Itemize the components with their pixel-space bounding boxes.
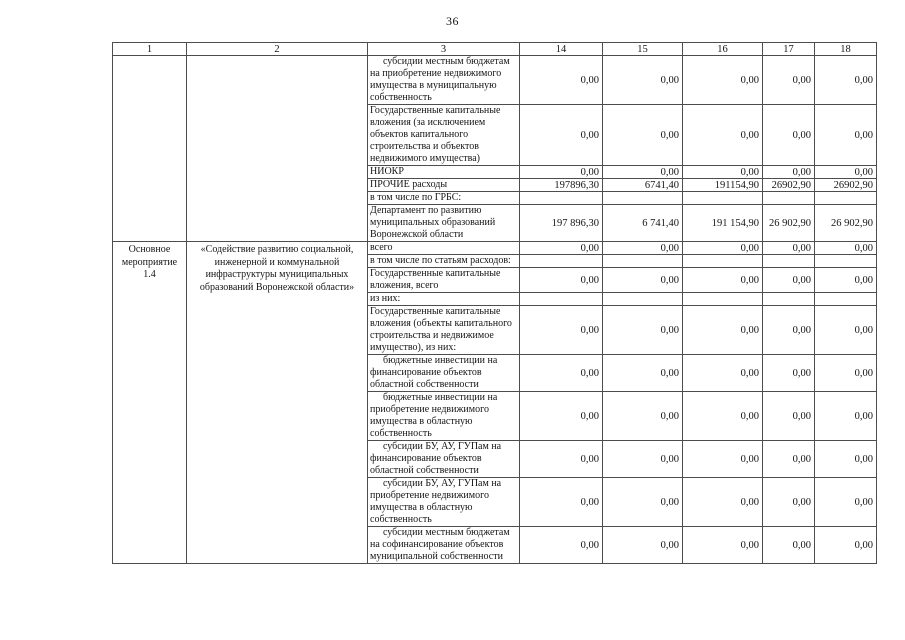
value-cell: 0,00 [815,355,877,392]
value-cell: 0,00 [683,166,763,179]
value-cell [603,255,683,268]
page-number: 36 [446,14,459,28]
expense-item-cell: Государственные капитальные вложения (за исключением объектов капитального строительства и объектов недвижимого имущества) [368,105,520,166]
expense-item-cell: Департамент по развитию муниципальных образований Воронежской области [368,205,520,242]
value-cell: 0,00 [603,105,683,166]
value-cell: 0,00 [815,478,877,527]
value-cell [683,293,763,306]
value-cell: 0,00 [763,105,815,166]
value-cell: 0,00 [815,105,877,166]
value-cell: 0,00 [603,441,683,478]
measure-number-cell: Основное мероприятие 1.4 [113,242,187,564]
column-header: 15 [603,43,683,56]
value-cell: 0,00 [683,268,763,293]
expense-item-cell: в том числе по ГРБС: [368,192,520,205]
value-cell: 0,00 [763,355,815,392]
value-cell: 0,00 [815,166,877,179]
value-cell: 0,00 [683,355,763,392]
expense-item-cell: бюджетные инвестиции на финансирование объектов областной собственности [368,355,520,392]
value-cell [520,255,603,268]
value-cell: 0,00 [683,392,763,441]
expense-item-cell: субсидии местным бюджетам на софинансирование объектов муниципальной собственности [368,527,520,564]
value-cell: 0,00 [683,478,763,527]
expense-item-cell: Государственные капитальные вложения (объекты капитального строительства и недвижимое имущество), из них: [368,306,520,355]
value-cell: 0,00 [603,268,683,293]
value-cell: 191 154,90 [683,205,763,242]
budget-table [112,42,877,564]
value-cell: 0,00 [520,306,603,355]
value-cell [520,293,603,306]
header-row [113,43,877,56]
value-cell: 0,00 [815,56,877,105]
measure-name-cell [187,56,368,242]
value-cell: 26 902,90 [763,205,815,242]
value-cell: 0,00 [683,56,763,105]
value-cell: 0,00 [520,242,603,255]
measure-number-cell [113,56,187,242]
column-header: 18 [815,43,877,56]
value-cell [763,255,815,268]
column-header: 1 [113,43,187,56]
value-cell: 0,00 [763,306,815,355]
value-cell: 197896,30 [520,179,603,192]
value-cell: 0,00 [520,355,603,392]
value-cell [603,293,683,306]
value-cell: 0,00 [763,478,815,527]
expense-item-cell: субсидии местным бюджетам на приобретение недвижимого имущества в муниципальную собственность [368,56,520,105]
expense-item-cell: из них: [368,293,520,306]
value-cell: 0,00 [815,392,877,441]
expense-item-cell: субсидии БУ, АУ, ГУПам на приобретение недвижимого имущества в областную собственность [368,478,520,527]
value-cell: 0,00 [683,527,763,564]
value-cell: 0,00 [603,166,683,179]
value-cell: 0,00 [763,441,815,478]
value-cell [815,255,877,268]
column-header: 16 [683,43,763,56]
expense-item-cell: ПРОЧИЕ расходы [368,179,520,192]
value-cell: 0,00 [763,56,815,105]
value-cell: 0,00 [603,527,683,564]
value-cell [763,192,815,205]
value-cell [603,192,683,205]
value-cell [520,192,603,205]
value-cell: 0,00 [815,268,877,293]
expense-item-cell: субсидии БУ, АУ, ГУПам на финансирование объектов областной собственности [368,441,520,478]
value-cell: 0,00 [603,478,683,527]
value-cell: 0,00 [683,306,763,355]
value-cell: 0,00 [683,441,763,478]
column-header: 2 [187,43,368,56]
value-cell: 0,00 [815,306,877,355]
value-cell: 26 902,90 [815,205,877,242]
column-header: 14 [520,43,603,56]
value-cell [683,192,763,205]
value-cell: 26902,90 [815,179,877,192]
value-cell: 0,00 [603,306,683,355]
value-cell: 0,00 [763,392,815,441]
table-body [113,56,877,564]
value-cell: 0,00 [603,242,683,255]
value-cell: 0,00 [683,242,763,255]
value-cell: 26902,90 [763,179,815,192]
value-cell: 0,00 [603,392,683,441]
value-cell: 0,00 [520,392,603,441]
expense-item-cell: НИОКР [368,166,520,179]
value-cell [815,192,877,205]
expense-item-cell: в том числе по статьям расходов: [368,255,520,268]
value-cell: 6741,40 [603,179,683,192]
value-cell: 0,00 [520,268,603,293]
column-header: 17 [763,43,815,56]
value-cell: 0,00 [815,242,877,255]
value-cell: 0,00 [520,56,603,105]
value-cell: 0,00 [683,105,763,166]
value-cell: 0,00 [520,527,603,564]
value-cell: 0,00 [763,166,815,179]
value-cell: 0,00 [763,268,815,293]
measure-name-cell: «Содействие развитию социальной, инженерной и коммунальной инфраструктуры муниципальных образований Воронежской области» [187,242,368,564]
value-cell: 0,00 [815,527,877,564]
value-cell: 0,00 [815,441,877,478]
value-cell: 0,00 [520,478,603,527]
column-header: 3 [368,43,520,56]
value-cell: 191154,90 [683,179,763,192]
value-cell: 0,00 [520,441,603,478]
expense-item-cell: всего [368,242,520,255]
value-cell: 6 741,40 [603,205,683,242]
table-row [113,56,877,105]
expense-item-cell: бюджетные инвестиции на приобретение недвижимого имущества в областную собственность [368,392,520,441]
value-cell: 197 896,30 [520,205,603,242]
value-cell [683,255,763,268]
expense-item-cell: Государственные капитальные вложения, всего [368,268,520,293]
value-cell: 0,00 [520,166,603,179]
value-cell: 0,00 [763,242,815,255]
table-row [113,242,877,255]
value-cell [815,293,877,306]
value-cell [763,293,815,306]
value-cell: 0,00 [603,56,683,105]
value-cell: 0,00 [520,105,603,166]
value-cell: 0,00 [763,527,815,564]
value-cell: 0,00 [603,355,683,392]
